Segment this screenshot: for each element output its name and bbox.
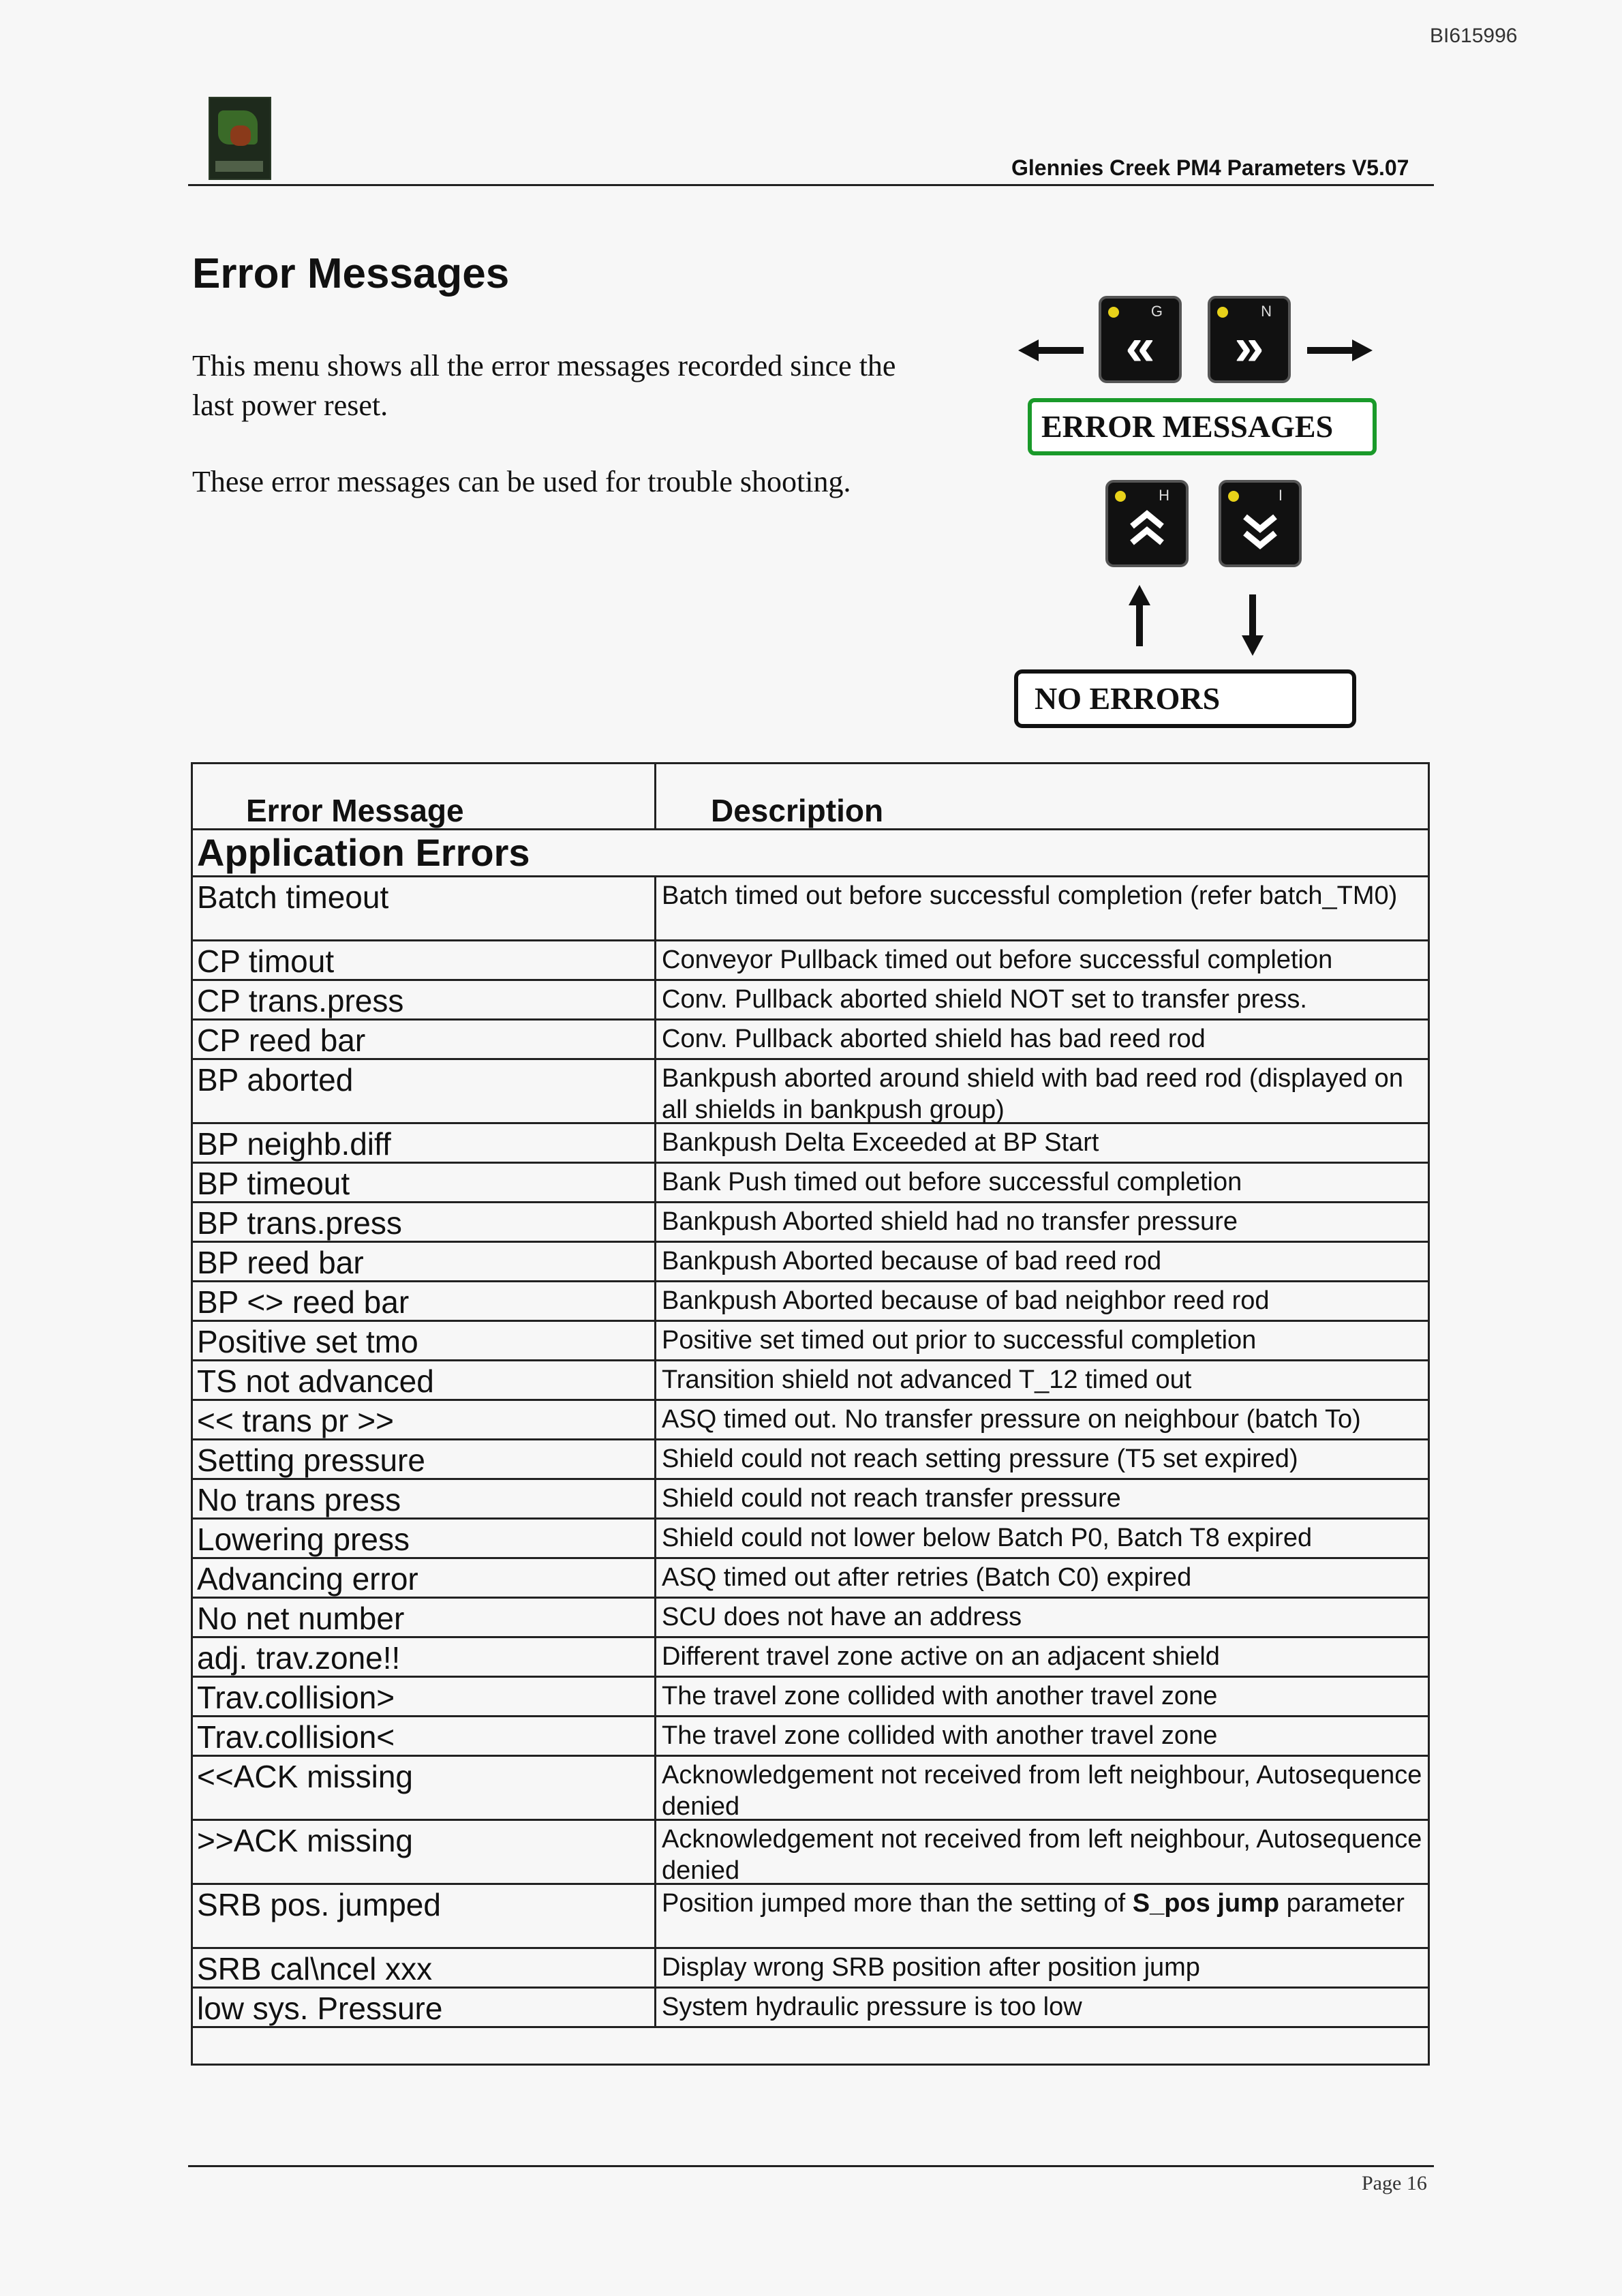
table-row [193,1821,1428,1885]
table-row [193,1322,1428,1361]
column-header: Description [711,793,884,828]
error-messages-menu-label: ERROR MESSAGES [1028,398,1377,455]
table-row [193,941,1428,981]
key-letter: I [1278,487,1283,504]
table-row [193,1282,1428,1322]
error-message-cell: << trans pr >> [193,1401,656,1438]
description-cell: SCU does not have an address [662,1603,1022,1631]
table-row [193,1678,1428,1717]
next-key-button[interactable] [1208,296,1291,383]
parameter-name: S_pos jump [1132,1889,1280,1918]
description-cell: ASQ timed out after retries (Batch C0) expired [662,1563,1192,1592]
error-message-cell: low sys. Pressure [193,1989,656,2026]
error-message-cell: No trans press [193,1480,656,1517]
indicator-led [1228,491,1239,502]
error-message-cell: Trav.collision> [193,1678,656,1715]
double-right-icon: » [1234,316,1264,376]
description-cell: Conv. Pullback aborted shield NOT set to transfer press. [662,985,1307,1014]
description-cell: Shield could not lower below Batch P0, Batch T8 expired [662,1524,1313,1552]
header-divider [188,184,1434,186]
error-message-cell: >>ACK missing [193,1821,656,1883]
description-cell: Bankpush Aborted because of bad reed rod [662,1247,1162,1275]
table-row [193,1021,1428,1060]
description-cell: Bank Push timed out before successful completion [662,1168,1242,1196]
error-message-cell: Advancing error [193,1559,656,1597]
error-message-cell: BP timeout [193,1164,656,1201]
description-cell: ASQ timed out. No transfer pressure on neighbour (batch To) [662,1405,1361,1434]
error-message-cell: Lowering press [193,1520,656,1557]
header-title: Glennies Creek PM4 Parameters V5.07 [1011,155,1409,180]
error-message-cell: TS not advanced [193,1361,656,1399]
description-cell: Shield could not reach transfer pressure [662,1484,1121,1513]
description-cell: The travel zone collided with another travel zone [662,1682,1218,1710]
error-message-cell: BP <> reed bar [193,1282,656,1320]
description-cell: Display wrong SRB position after position jump [662,1953,1200,1982]
error-message-cell: Positive set tmo [193,1322,656,1359]
key-letter: G [1150,303,1163,320]
description-text: Position jumped more than the setting of [662,1889,1133,1918]
right-arrow-icon [1300,330,1375,371]
description-cell: Conveyor Pullback timed out before successful completion [662,946,1333,974]
no-errors-display: NO ERRORS [1014,669,1356,728]
key-letter: H [1159,487,1169,504]
indicator-led [1217,307,1228,318]
error-message-cell: BP reed bar [193,1243,656,1280]
table-row [193,1164,1428,1203]
table-row [193,1559,1428,1599]
table-row [193,1361,1428,1401]
page-number: Page 16 [1362,2172,1427,2194]
prev-key-button[interactable] [1099,296,1182,383]
table-row [193,1599,1428,1638]
error-message-cell: Setting pressure [193,1440,656,1478]
company-logo [209,97,271,180]
description-cell: Conv. Pullback aborted shield has bad reed rod [662,1025,1206,1053]
down-key-button[interactable] [1219,480,1302,567]
table-row [193,1885,1428,1949]
description-cell: Different travel zone active on an adjacent shield [662,1642,1220,1671]
left-arrow-icon [1015,330,1090,371]
double-up-icon [1108,503,1186,558]
description-cell: Bankpush aborted around shield with bad reed rod (displayed on all shields in bankpush group) [662,1064,1403,1124]
table-row [193,1243,1428,1282]
document-id: BI615996 [1430,25,1518,47]
description-cell: Acknowledgement not received from left neighbour, Autosequence denied [662,1825,1422,1885]
page-title: Error Messages [192,250,510,297]
intro-paragraph: These error messages can be used for trouble shooting. [192,465,851,498]
intro-paragraph: This menu shows all the error messages recorded since the last power reset. [192,349,896,422]
description-cell: Bankpush Aborted shield had no transfer pressure [662,1207,1238,1236]
section-heading: Application Errors [193,830,1428,877]
error-message-cell: Batch timeout [193,877,656,939]
table-row [193,1717,1428,1757]
error-message-cell: adj. trav.zone!! [193,1638,656,1676]
description-cell: The travel zone collided with another travel zone [662,1721,1218,1750]
table-header-row [193,764,1428,830]
error-message-cell: BP neighb.diff [193,1124,656,1162]
error-message-cell: CP trans.press [193,981,656,1018]
error-message-cell: CP reed bar [193,1021,656,1058]
footer-divider [188,2165,1434,2167]
table-row [193,1949,1428,1989]
description-cell [656,1885,1428,1947]
indicator-led [1108,307,1119,318]
error-message-cell: BP aborted [193,1060,656,1122]
table-row [193,1203,1428,1243]
error-message-cell: <<ACK missing [193,1757,656,1819]
error-message-cell: No net number [193,1599,656,1636]
error-table [191,762,1430,2066]
column-header: Error Message [193,764,656,828]
up-arrow-icon [1124,584,1154,649]
description-cell: System hydraulic pressure is too low [662,1993,1082,2021]
indicator-led [1115,491,1126,502]
empty-cell [193,2028,656,2062]
table-row [193,877,1428,941]
description-cell: Shield could not reach setting pressure (T5 set expired) [662,1445,1298,1473]
empty-table-row [193,2028,1428,2062]
table-row [193,1638,1428,1678]
table-row [193,1401,1428,1440]
table-row [193,1124,1428,1164]
description-text: parameter [1279,1889,1405,1918]
table-row [193,1989,1428,2028]
error-message-cell: CP timout [193,941,656,979]
up-key-button[interactable] [1105,480,1189,567]
description-cell: Bankpush Aborted because of bad neighbor reed rod [662,1286,1270,1315]
down-arrow-icon [1238,592,1268,657]
description-cell: Batch timed out before successful completion (refer batch_TM0) [662,881,1398,910]
table-row [193,1520,1428,1559]
error-message-cell: SRB cal\ncel xxx [193,1949,656,1987]
error-message-cell: Trav.collision< [193,1717,656,1755]
table-row [193,1480,1428,1520]
table-row [193,981,1428,1021]
error-message-cell: SRB pos. jumped [193,1885,656,1947]
description-cell: Positive set timed out prior to successful completion [662,1326,1257,1355]
description-cell: Transition shield not advanced T_12 timed out [662,1365,1192,1394]
table-row [193,1757,1428,1821]
table-row [193,1440,1428,1480]
key-letter: N [1261,303,1272,320]
table-row [193,1060,1428,1124]
double-down-icon [1221,503,1299,558]
double-left-icon: « [1125,316,1155,376]
description-cell: Bankpush Delta Exceeded at BP Start [662,1128,1099,1157]
error-message-cell: BP trans.press [193,1203,656,1241]
description-cell: Acknowledgement not received from left neighbour, Autosequence denied [662,1761,1422,1821]
